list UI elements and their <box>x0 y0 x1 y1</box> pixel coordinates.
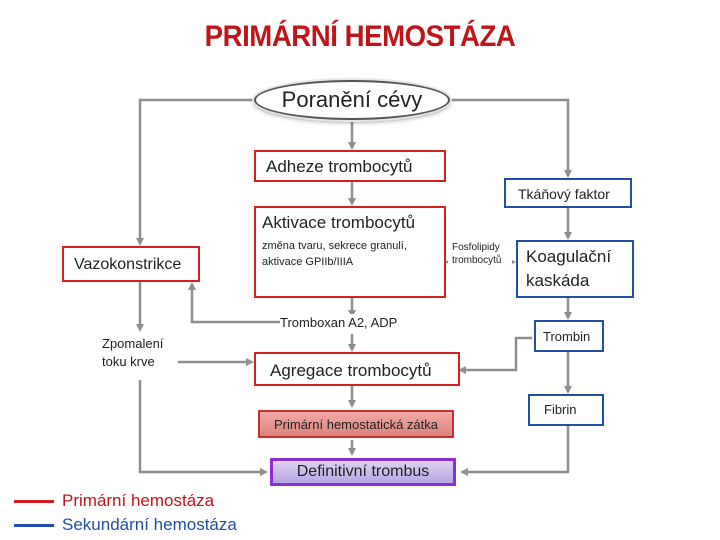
node-aktivace-title: Aktivace trombocytů <box>262 213 416 232</box>
node-tromboxan-label: Tromboxan A2, ADP <box>280 315 398 330</box>
node-tkanovy-faktor <box>504 178 632 208</box>
node-koagulacni-kaskada <box>516 240 634 298</box>
node-primarni-zatka <box>258 410 454 438</box>
node-adheze <box>254 150 446 182</box>
node-tkanovy-faktor-label: Tkáňový faktor <box>518 186 610 202</box>
node-vazokonstrikce-label: Vazokonstrikce <box>74 256 182 273</box>
legend <box>14 490 274 536</box>
node-poraneni-cevy <box>254 80 450 120</box>
node-aktivace-detail-1: změna tvaru, sekrece granulí, <box>262 240 407 252</box>
node-poraneni-label: Poranění cévy <box>281 87 423 112</box>
arrow-fibrin-trombus <box>462 426 568 472</box>
node-vazokonstrikce <box>62 246 200 282</box>
node-zpomaleni <box>100 334 176 378</box>
arrow-poraneni-vazokonstrikce <box>140 100 254 244</box>
legend-swatch-primary <box>14 500 54 503</box>
arrow-zpomaleni-trombus <box>140 380 266 472</box>
node-koagulacni-line-2: kaskáda <box>526 271 590 290</box>
arrow-poraneni-tkanovy-faktor <box>450 100 568 176</box>
legend-swatch-secondary <box>14 524 54 527</box>
legend-label-secondary: Sekundární hemostáza <box>62 515 237 534</box>
node-definitivni-trombus <box>270 458 456 486</box>
node-aktivace-detail-2: aktivace GPIIb/IIIA <box>262 256 354 268</box>
node-zpomaleni-line-1: Zpomalení <box>102 336 164 351</box>
node-fibrin-label: Fibrin <box>544 402 577 417</box>
node-zatka-label: Primární hemostatická zátka <box>273 416 438 432</box>
node-fosfolipidy-line-1: Fosfolipidy <box>452 242 500 253</box>
node-aktivace <box>254 206 446 298</box>
node-trombus-label: Definitivní trombus <box>296 463 430 480</box>
arrow-trombin-agregace <box>460 338 532 370</box>
diagram-title: PRIMÁRNÍ HEMOSTÁZA <box>204 20 516 53</box>
node-trombin-label: Trombin <box>543 329 591 344</box>
node-fosfolipidy <box>450 242 512 274</box>
legend-label-primary: Primární hemostáza <box>62 491 215 510</box>
node-tromboxan <box>280 314 420 334</box>
node-fibrin <box>528 394 604 426</box>
node-trombin <box>534 320 604 352</box>
node-zpomaleni-line-2: toku krve <box>102 354 155 369</box>
node-agregace-label: Agregace trombocytů <box>270 361 432 380</box>
node-fosfolipidy-line-2: trombocytů <box>452 255 502 266</box>
node-adheze-label: Adheze trombocytů <box>266 157 413 176</box>
node-koagulacni-line-1: Koagulační <box>526 247 612 266</box>
node-agregace <box>254 352 460 386</box>
